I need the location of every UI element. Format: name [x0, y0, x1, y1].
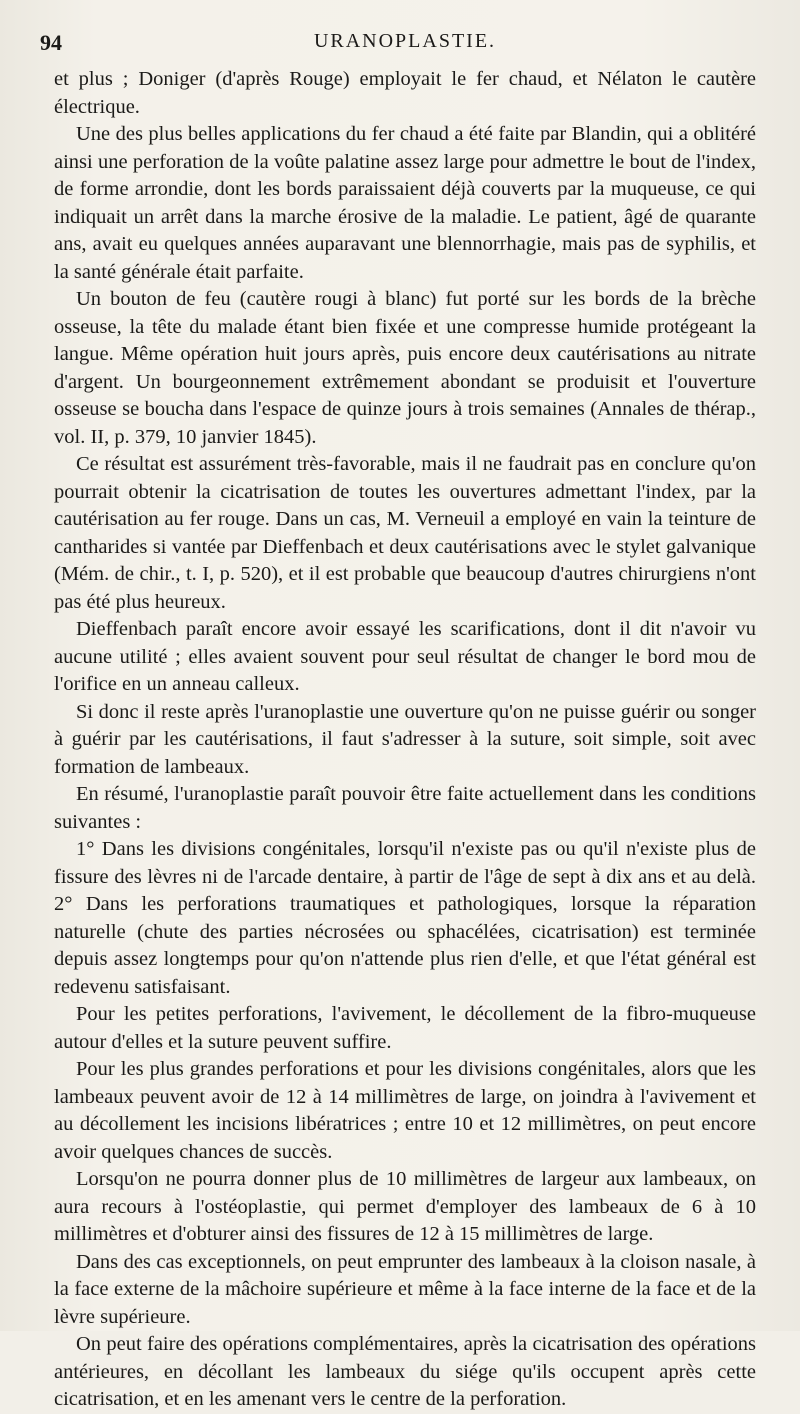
paragraph-dieffenbach: Dieffenbach paraît encore avoir essayé les scarifications, dont il dit n'avoir vu aucune utilité ; elles avaient souvent pour seul résultat de changer le bord mou de l'orifice en un anneau calleux.	[54, 618, 756, 695]
running-title: URANOPLASTIE.	[313, 30, 497, 52]
running-head	[40, 30, 756, 64]
paragraph-operations-complementaires: On peut faire des opérations complémentaires, après la cicatrisation des opérations antérieures, en décollant les lambeaux du siége qu'ils occupent après cette cicatrisation, et en les amenant vers le centre de la perforation.	[54, 1333, 756, 1410]
paragraph-continuation: et plus ; Doniger (d'après Rouge) employait le fer chaud, et Nélaton le cautère électrique.	[54, 68, 756, 118]
paragraph-cas-exceptionnels: Dans des cas exceptionnels, on peut emprunter des lambeaux à la cloison nasale, à la face externe de la mâchoire supérieure et même à la face interne de la face et de la lèvre supérieure.	[54, 1250, 756, 1328]
paragraph-bouton-de-feu: Un bouton de feu (cautère rougi à blanc) fut porté sur les bords de la brèche osseuse, la tête du malade étant bien fixée et une compresse humide protégeant la langue. Même opération huit jours après, puis encore deux cautérisations au nitrate d'argent. Un bourgeonnement extrêmement abondant se produisit et l'ouverture osseuse se boucha dans l'espace de quinze jours à trois semaines (Annales de thérap., vol. II, p. 379, 10 janvier 1845).	[54, 288, 756, 448]
paragraph-grandes-perforations: Pour les plus grandes perforations et pour les divisions congénitales, alors que les lambeaux peuvent avoir de 12 à 14 millimètres de large, on joindra à l'avivement et au décollement les incisions libératrices ; entre 10 et 12 millimètres, on peut encore avoir quelques chances de succès.	[54, 1058, 756, 1163]
paragraph-petites-perforations: Pour les petites perforations, l'avivement, le décollement de la fibro-muqueuse autour d'elles et la suture peuvent suffire.	[54, 1003, 756, 1053]
page-number: 94	[40, 30, 62, 55]
paragraph-osteoplastie: Lorsqu'on ne pourra donner plus de 10 millimètres de largeur aux lambeaux, on aura recours à l'ostéoplastie, qui permet d'employer des lambeaux de 6 à 10 millimètres et d'obturer ainsi des fissures de 12 à 15 millimètres de large.	[54, 1168, 756, 1245]
body-text	[54, 66, 756, 1414]
paragraph-resume: En résumé, l'uranoplastie paraît pouvoir être faite actuellement dans les conditions suivantes :	[54, 783, 756, 833]
paragraph-blandin: Une des plus belles applications du fer chaud a été faite par Blandin, qui a oblitéré ainsi une perforation de la voûte palatine assez large pour admettre le bout de l'index, de forme arrondie, dont les bords paraissaient déjà couverts par la muqueuse, ce qui indiquait un arrêt dans la marche érosive de la maladie. Le patient, âgé de quarante ans, avait eu quelques années auparavant une blennorrhagie, mais pas de syphilis, et la santé générale était parfaite.	[54, 123, 756, 283]
paragraph-resultat: Ce résultat est assurément très-favorable, mais il ne faudrait pas en conclure qu'on pourrait obtenir la cicatrisation de toutes les ouvertures admettant l'index, par la cautérisation au fer rouge. Dans un cas, M. Verneuil a employé en vain la teinture de cantharides si vantée par Dieffenbach et deux cautérisations avec le stylet galvanique (Mém. de chir., t. I, p. 520), et il est probable que beaucoup d'autres chirurgiens n'ont pas été plus heureux.	[54, 453, 756, 613]
paragraph-suture: Si donc il reste après l'uranoplastie une ouverture qu'on ne puisse guérir ou songer à guérir par les cautérisations, il faut s'adresser à la suture, soit simple, soit avec formation de lambeaux.	[54, 700, 756, 778]
paragraph-conditions: 1° Dans les divisions congénitales, lorsqu'il n'existe pas ou qu'il n'existe plus de fissure des lèvres ni de l'arcade dentaire, à partir de l'âge de sept à dix ans et au delà. 2° Dans les perforations traumatiques et pathologiques, lorsque la réparation naturelle (chute des parties nécrosées ou sphacélées, cicatrisation) est terminée depuis assez longtemps pour qu'on n'attende plus rien d'elle, et que l'état général est redevenu satisfaisant.	[54, 838, 756, 998]
